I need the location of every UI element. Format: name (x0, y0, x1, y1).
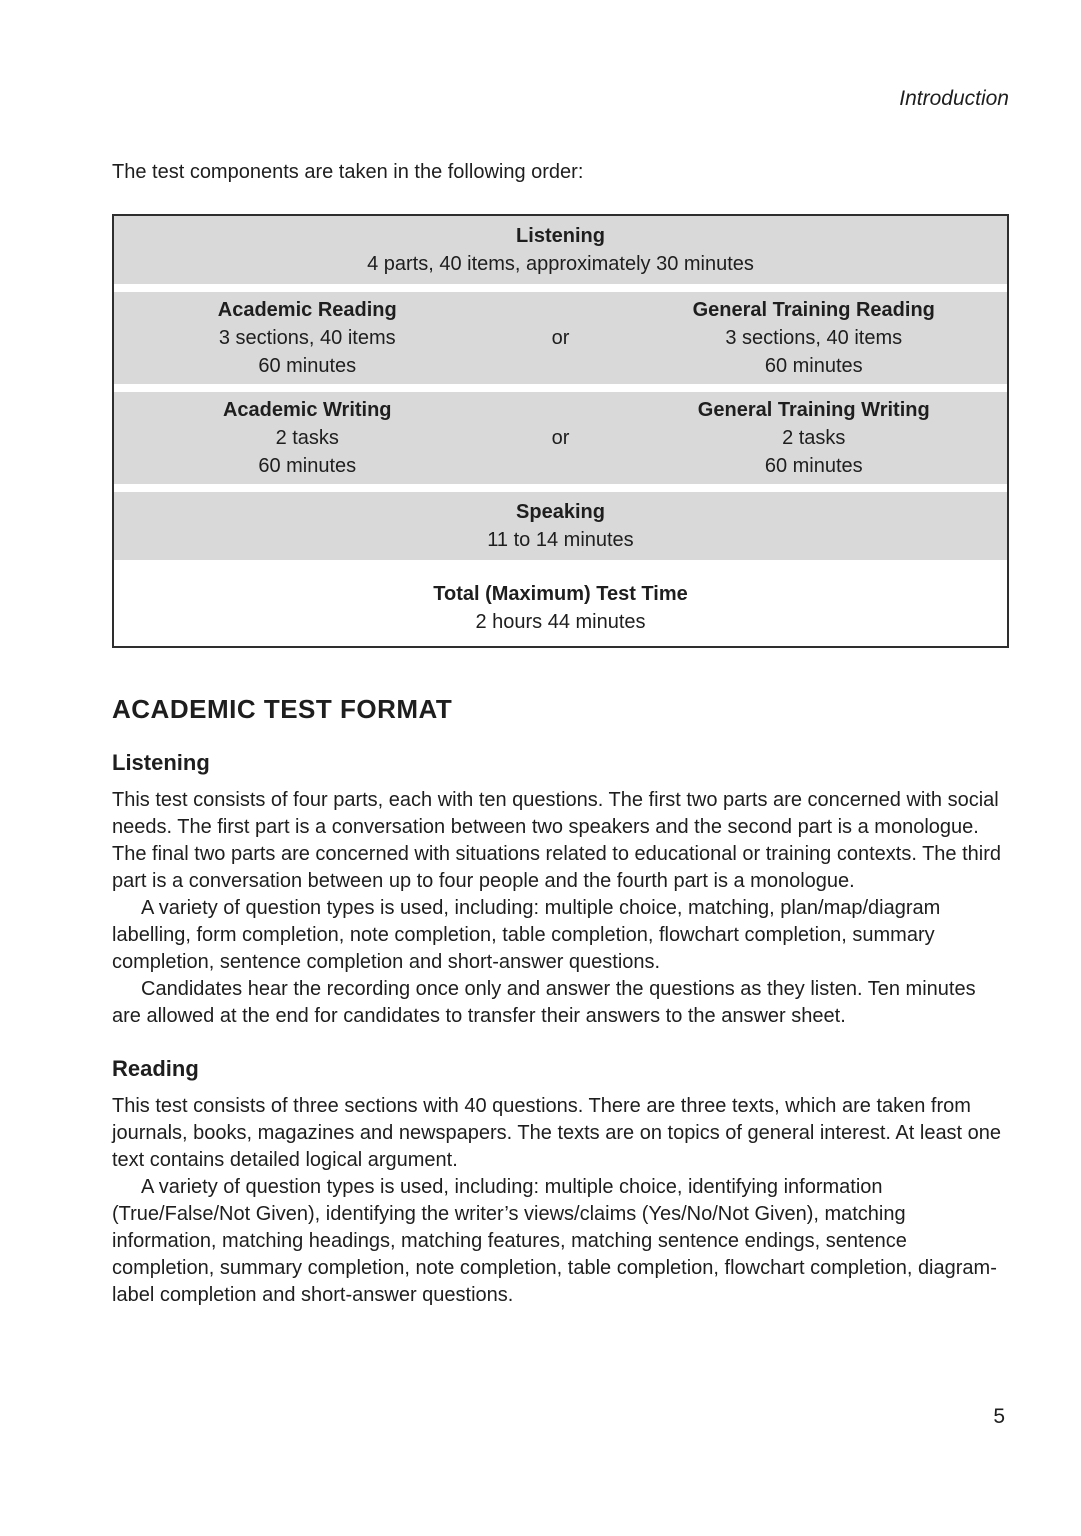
reading-or-label: or (551, 327, 570, 349)
speaking-row (114, 492, 1007, 560)
listening-section-heading: Listening (112, 750, 210, 775)
general-training-writing-cell (621, 396, 1008, 480)
total-test-time-detail: 2 hours 44 minutes (475, 611, 646, 633)
speaking-row-detail: 11 to 14 minutes (487, 529, 634, 551)
writing-row (114, 392, 1007, 484)
general-training-reading-title: General Training Reading (692, 299, 935, 321)
academic-writing-cell (114, 396, 501, 480)
academic-reading-line-2: 60 minutes (258, 355, 357, 377)
academic-writing-line-2: 60 minutes (258, 455, 357, 477)
running-head: Introduction (899, 87, 1009, 110)
listening-paragraph-2: A variety of question types is used, including: multiple choice, matching, plan/map/diagram labelling, form completion, note completion, table completion, flowchart completion, summary completion, sentence completion and short-answer questions. (112, 897, 941, 973)
test-components-table (112, 214, 1009, 648)
reading-section-heading: Reading (112, 1056, 199, 1081)
listening-row-detail: 4 parts, 40 items, approximately 30 minutes (367, 253, 754, 275)
listening-row-title: Listening (516, 225, 605, 247)
total-test-time-row (114, 568, 1007, 646)
reading-paragraph-1: This test consists of three sections with 40 questions. There are three texts, which are taken from journals, books, magazines and newspapers. The texts are on topics of general interest. At least one text contains detailed logical argument. (112, 1095, 1002, 1171)
academic-writing-title: Academic Writing (222, 399, 392, 421)
academic-reading-line-1: 3 sections, 40 items (218, 327, 396, 349)
reading-row (114, 292, 1007, 384)
listening-row (114, 216, 1007, 284)
listening-paragraph-3: Candidates hear the recording once only and answer the questions as they listen. Ten minutes are allowed at the end for candidates to transfer their answers to the answer sheet. (112, 978, 976, 1027)
listening-paragraph-1: This test consists of four parts, each with ten questions. The first two parts are concerned with social needs. The first part is a conversation between two speakers and the second part is a monologue. The final two parts are concerned with situations related to educational or training contexts. The third part is a conversation between up to four people and the fourth part is a monologue. (112, 789, 1002, 892)
academic-test-format-heading: ACADEMIC TEST FORMAT (112, 694, 453, 724)
page-number: 5 (993, 1405, 1005, 1428)
general-training-reading-line-1: 3 sections, 40 items (725, 327, 903, 349)
academic-writing-line-1: 2 tasks (275, 427, 339, 449)
general-training-writing-line-2: 60 minutes (764, 455, 863, 477)
reading-paragraph-2: A variety of question types is used, including: multiple choice, identifying information (True/False/Not Given), identifying the writer’s views/claims (Yes/No/Not Given), matching information, matching headings, matching features, matching sentence endings, sentence completion, summary completion, note completion, table completion, flowchart completion, diagram-label completion and short-answer questions. (112, 1176, 997, 1306)
academic-reading-title: Academic Reading (217, 299, 397, 321)
intro-sentence: The test components are taken in the following order: (112, 161, 584, 183)
writing-or-label: or (551, 427, 570, 449)
general-training-reading-cell (621, 296, 1008, 380)
general-training-writing-title: General Training Writing (697, 399, 930, 421)
general-training-writing-line-1: 2 tasks (782, 427, 846, 449)
general-training-reading-line-2: 60 minutes (764, 355, 863, 377)
academic-reading-cell (114, 296, 501, 380)
total-test-time-title: Total (Maximum) Test Time (433, 583, 688, 605)
speaking-row-title: Speaking (516, 501, 605, 523)
